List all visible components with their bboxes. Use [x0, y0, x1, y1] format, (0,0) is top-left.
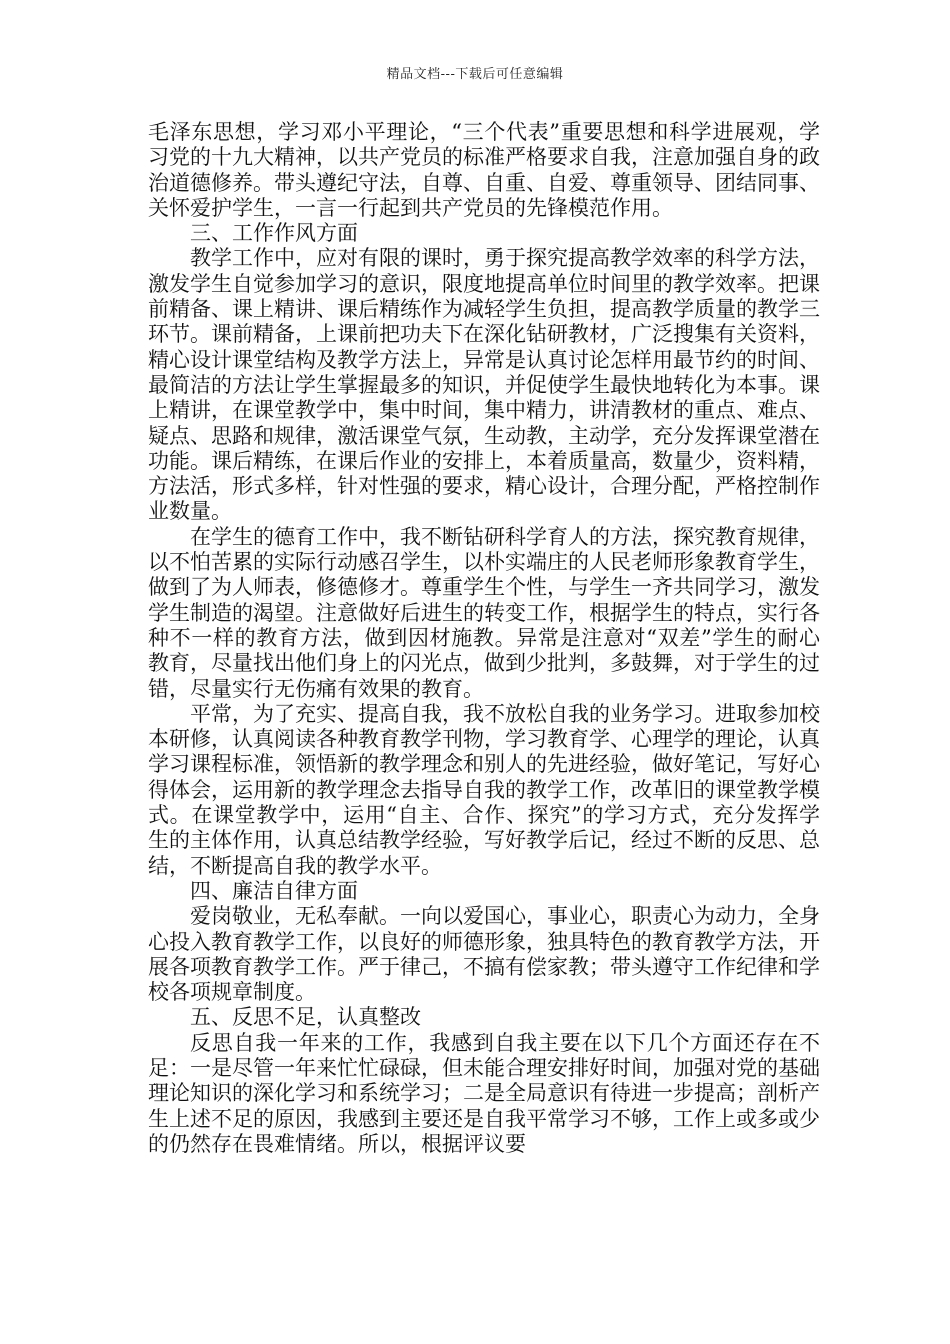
section-heading-3: 三、工作作风方面	[190, 221, 358, 246]
paragraph-self-study: 平常，为了充实、提高自我，我不放松自我的业务学习。进取参加校本研修，认真阅读各种教育教学刊物，学习教育学、心理学的理论，认真学习课程标准，领悟新的教学理念和别人的先进经验，做好笔记，写好心得体会，运用新的教学理念去指导自我的教学工作，改革旧的课堂教学模式。在课堂教学中，运用“自主、合作、探究”的学习方式，充分发挥学生的主体作用，认真总结教学经验，写好教学后记，经过不断的反思、总结，不断提高自我的教学水平。	[148, 701, 820, 878]
page-header: 精品文档---下载后可任意编辑	[386, 67, 564, 82]
section-heading-5: 五、反思不足，认真整改	[190, 1005, 421, 1030]
paragraph-reflection: 反思自我一年来的工作，我感到自我主要在以下几个方面还存在不足：一是尽管一年来忙忙碌碌，但未能合理安排好时间，加强对党的基础理论知识的深化学习和系统学习；二是全局意识有待进一步提高；剖析产生上述不足的原因，我感到主要还是自我平常学习不够，工作上或多或少的仍然存在畏难情绪。所以，根据评议要	[148, 1030, 820, 1156]
paragraph-teaching-work: 教学工作中，应对有限的课时，勇于探究提高教学效率的科学方法，激发学生自觉参加学习的意识，限度地提高单位时间里的教学效率。把课前精备、课上精讲、课后精练作为减轻学生负担，提高教学质量的教学三环节。课前精备，上课前把功夫下在深化钻研教材，广泛搜集有关资料，精心设计课堂结构及教学方法上，异常是认真讨论怎样用最节约的时间、最简洁的方法让学生掌握最多的知识，并促使学生最快地转化为本事。课上精讲，在课堂教学中，集中时间，集中精力，讲清教材的重点、难点、疑点、思路和规律，激活课堂气氛，生动教，主动学，充分发挥课堂潜在功能。课后精练，在课后作业的安排上，本着质量高，数量少，资料精，方法活，形式多样，针对性强的要求，精心设计，合理分配，严格控制作业数量。	[148, 246, 820, 524]
section-heading-4: 四、廉洁自律方面	[190, 878, 358, 903]
paragraph-continuation: 毛泽东思想，学习邓小平理论，“三个代表”重要思想和科学进展观，学习党的十九大精神，以共产党员的标准严格要求自我，注意加强自身的政治道德修养。带头遵纪守法，自尊、自重、自爱、尊重领导、团结同事、关怀爱护学生，一言一行起到共产党员的先锋模范作用。	[148, 120, 820, 220]
paragraph-moral-education: 在学生的德育工作中，我不断钻研科学育人的方法，探究教育规律，以不怕苦累的实际行动感召学生，以朴实端庄的人民老师形象教育学生，做到了为人师表，修德修才。尊重学生个性，与学生一齐共同学习，激发学生制造的渴望。注意做好后进生的转变工作，根据学生的特点，实行各种不一样的教育方法，做到因材施教。异常是注意对“双差”学生的耐心教育，尽量找出他们身上的闪光点，做到少批判，多鼓舞，对于学生的过错，尽量实行无伤痛有效果的教育。	[148, 524, 820, 701]
document-body	[148, 120, 820, 1157]
paragraph-integrity: 爱岗敬业，无私奉献。一向以爱国心，事业心，职责心为动力，全身心投入教育教学工作，以良好的师德形象，独具特色的教育教学方法，开展各项教育教学工作。严于律己，不搞有偿家教；带头遵守工作纪律和学校各项规章制度。	[148, 904, 820, 1005]
